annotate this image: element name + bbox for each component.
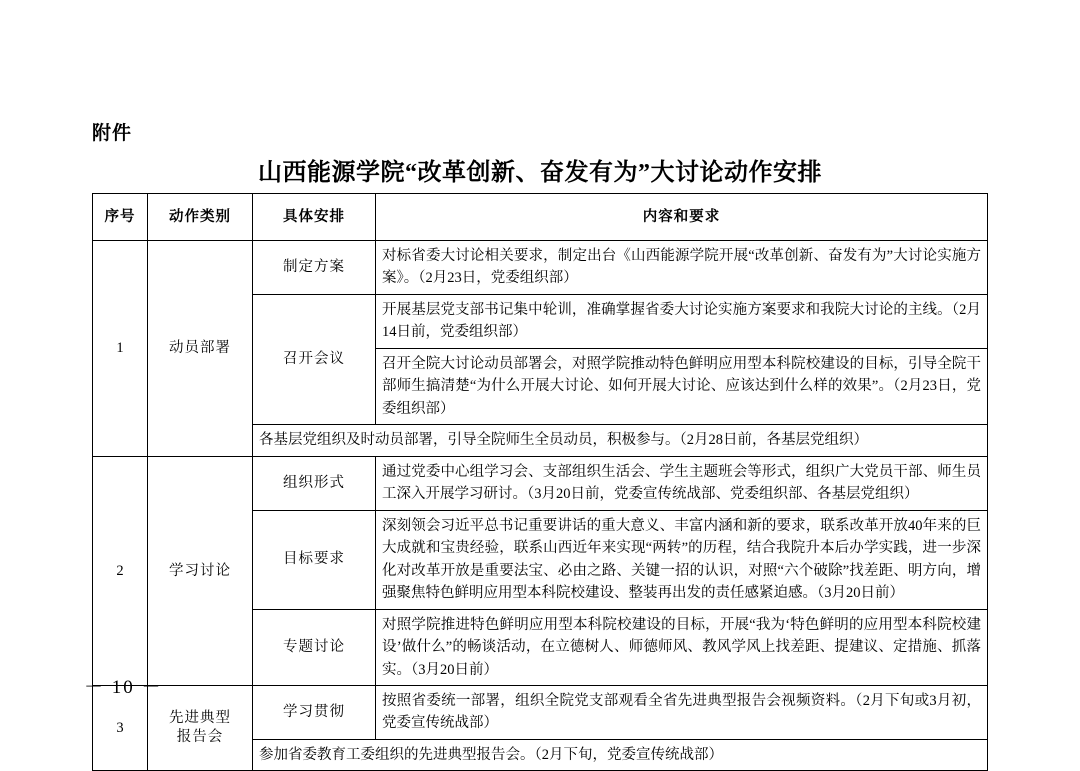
attachment-label: 附件 (92, 123, 133, 144)
page-number: － 10 － (84, 677, 163, 698)
cell-content: 按照省委统一部署，组织全院党支部观看全省先进典型报告会视频资料。（2月下旬或3月初，党委宣传统战部） (376, 685, 988, 739)
cell-content: 召开全院大讨论动员部署会，对照学院推动特色鲜明应用型本科院校建设的目标，引导全院干部师生搞清楚“为什么开展大讨论、如何开展大讨论、应该达到什么样的效果”。（2月23日，党委组织部） (376, 348, 988, 424)
cell-item: 制定方案 (253, 241, 376, 295)
cell-category-line1: 先进典型 (169, 709, 231, 726)
arrangement-table (92, 193, 988, 771)
cell-seq: 3 (93, 685, 148, 770)
cell-category-line2: 报告会 (176, 729, 224, 746)
header-content: 内容和要求 (376, 194, 988, 241)
cell-content: 通过党委中心组学习会、支部组织生活会、学生主题班会等形式，组织广大党员干部、师生员工深入开展学习研讨。（3月20日前，党委宣传统战部、党委组织部、各基层党组织） (376, 456, 988, 510)
table-row (93, 241, 988, 295)
cell-item: 组织形式 (253, 456, 376, 510)
table-row (93, 685, 988, 739)
header-seq: 序号 (93, 194, 148, 241)
page-title: 山西能源学院“改革创新、奋发有为”大讨论动作安排 (258, 160, 822, 186)
cell-content: 各基层党组织及时动员部署，引导全院师生全员动员，积极参与。（2月28日前，各基层党组织） (253, 425, 988, 456)
table-header-row (93, 194, 988, 241)
cell-seq: 2 (93, 456, 148, 685)
cell-item: 专题讨论 (253, 609, 376, 685)
header-item: 具体安排 (253, 194, 376, 241)
table-row (93, 456, 988, 510)
cell-category (148, 685, 253, 770)
cell-content: 深刻领会习近平总书记重要讲话的重大意义、丰富内涵和新的要求，联系改革开放40年来的巨大成就和宝贵经验，联系山西近年来实现“两转”的历程，结合我院升本后办学实践，进一步深化对改革开放是重要法宝、必由之路、关键一招的认识，对照“六个破除”找差距、明方向，增强聚焦特色鲜明应用型本科院校建设、整装再出发的责任感紧迫感。（3月20日前） (376, 510, 988, 609)
cell-content: 对照学院推进特色鲜明应用型本科院校建设的目标，开展“我为‘特色鲜明的应用型本科院校建设’做什么”的畅谈活动，在立德树人、师德师风、教风学风上找差距、提建议、定措施、抓落实。（3月20日前） (376, 609, 988, 685)
cell-content: 参加省委教育工委组织的先进典型报告会。（2月下旬，党委宣传统战部） (253, 739, 988, 770)
cell-category: 动员部署 (148, 241, 253, 457)
cell-seq: 1 (93, 241, 148, 457)
cell-item: 学习贯彻 (253, 685, 376, 739)
cell-item: 目标要求 (253, 510, 376, 609)
cell-item: 召开会议 (253, 294, 376, 424)
header-category: 动作类别 (148, 194, 253, 241)
cell-content: 对标省委大讨论相关要求，制定出台《山西能源学院开展“改革创新、奋发有为”大讨论实施方案》。（2月23日，党委组织部） (376, 241, 988, 295)
cell-content: 开展基层党支部书记集中轮训，准确掌握省委大讨论实施方案要求和我院大讨论的主线。（2月14日前，党委组织部） (376, 294, 988, 348)
cell-category: 学习讨论 (148, 456, 253, 685)
